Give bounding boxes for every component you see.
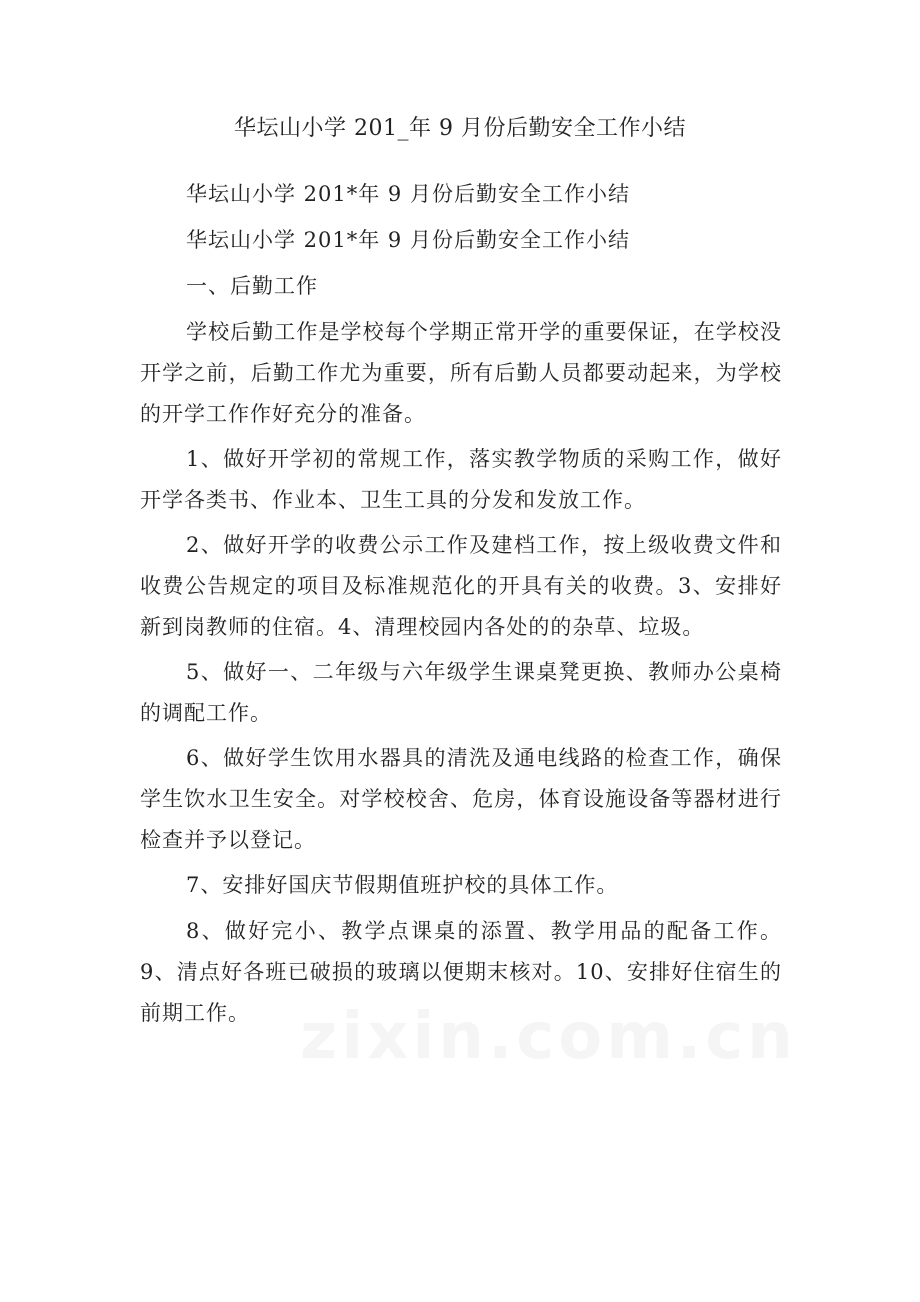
paragraph-item-6: 6、做好学生饮用水器具的清洗及通电线路的检查工作，确保学生饮水卫生安全。对学校校舍、危房，体育设施设备等器材进行检查并予以登记。 — [140, 746, 782, 852]
paragraph-item-5: 5、做好一、二年级与六年级学生课桌凳更换、教师办公桌椅的调配工作。 — [140, 660, 782, 725]
paragraph-item-1: 1、做好开学初的常规工作，落实教学物质的采购工作，做好开学各类书、作业本、卫生工具的分发和发放工作。 — [140, 447, 782, 512]
document-title: 华坛山小学 201_年 9 月份后勤安全工作小结 — [234, 116, 686, 141]
paragraph-item-8-10: 8、做好完小、教学点课桌的添置、教学用品的配备工作。9、清点好各班已破损的玻璃以便期末核对。10、安排好住宿生的前期工作。 — [140, 919, 782, 1025]
paragraph-intro: 学校后勤工作是学校每个学期正常开学的重要保证，在学校没开学之前，后勤工作尤为重要，所有后勤人员都要动起来，为学校的开学工作作好充分的准备。 — [140, 320, 782, 426]
section-heading-logistics: 一、后勤工作 — [186, 274, 318, 298]
paragraph-item-7: 7、安排好国庆节假期值班护校的具体工作。 — [186, 873, 619, 897]
paragraph-item-2-4: 2、做好开学的收费公示工作及建档工作，按上级收费文件和收费公告规定的项目及标准规范化的开具有关的收费。3、安排好新到岗教师的住宿。4、清理校园内各处的的杂草、垃圾。 — [140, 533, 782, 639]
paragraph-heading-repeat-2: 华坛山小学 201*年 9 月份后勤安全工作小结 — [186, 228, 630, 252]
watermark: zixin.com.cn — [300, 1000, 797, 1074]
paragraph-heading-repeat-1: 华坛山小学 201*年 9 月份后勤安全工作小结 — [186, 182, 630, 206]
document-body — [140, 174, 782, 1038]
